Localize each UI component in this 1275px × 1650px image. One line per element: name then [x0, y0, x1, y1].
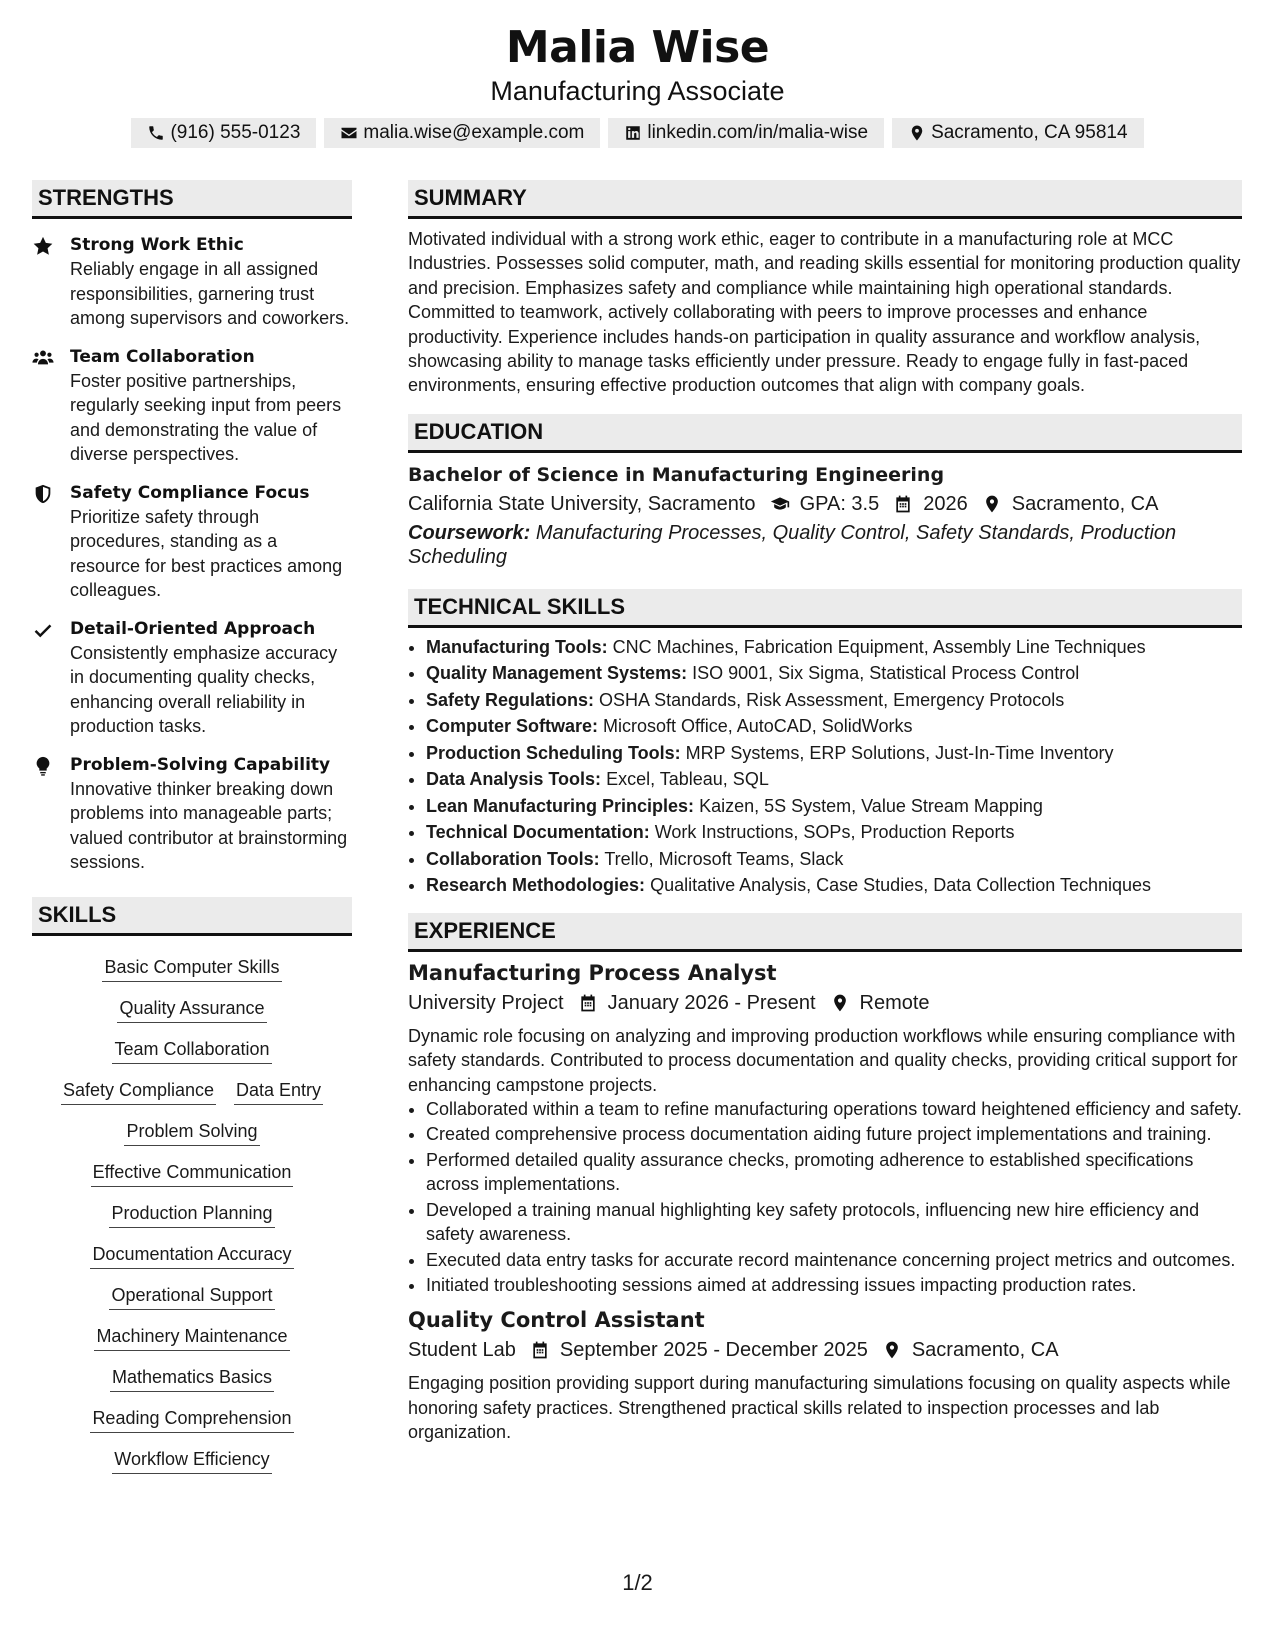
job-description: Engaging position providing support during manufacturing simulations focusing on quality aspects while honoring safety practices. Strengthened practical skills related to inspection processes and lab organization.: [408, 1373, 1231, 1443]
tech-skill-label: Computer Software:: [426, 716, 599, 737]
tech-skill-label: Production Scheduling Tools:: [426, 742, 681, 763]
list-item: [426, 766, 1242, 793]
summary-text: Motivated individual with a strong work ethic, eager to contribute in a manufacturing role at MCC Industries. Possesses solid computer, math, and reading skills essential for monitoring production quality and precision. Emphasizes safety and compliance while maintaining high operational standards. Committed to teamwork, actively collaborating with peers to improve processes and enhance productivity. Experience includes hands-on participation in quality assurance and workflow analysis, showcasing ability to manage tasks efficiently under pressure. Ready to engage fully in fast-paced environments, ensuring effective production outcomes that align with company goals.: [408, 229, 1241, 396]
contact-email-text: malia.wise@example.com: [363, 122, 585, 143]
degree-title: Bachelor of Science in Manufacturing Engineering: [408, 463, 945, 486]
contact-phone[interactable]: [131, 118, 316, 148]
calendar-icon: [578, 993, 598, 1013]
list-item: • Initiated troubleshooting sessions aimed at addressing issues impacting production rates.: [426, 1273, 1242, 1297]
strengths-heading: STRENGTHS: [32, 180, 352, 219]
strength-item: [32, 345, 352, 467]
contact-location-text: Sacramento, CA 95814: [931, 122, 1128, 143]
gpa: GPA: 3.5: [799, 492, 880, 515]
candidate-title: Manufacturing Associate: [490, 76, 785, 106]
strength-title: Detail-Oriented Approach: [70, 618, 316, 639]
strength-title: Strong Work Ethic: [70, 235, 244, 255]
skill-tag: Safety Compliance: [61, 1071, 216, 1105]
skills-heading: SKILLS: [32, 897, 352, 936]
skill-tag: Effective Communication: [91, 1153, 294, 1187]
list-item: • Performed detailed quality assurance checks, promoting adherence to established specifications across implementations.: [426, 1148, 1242, 1197]
tech-skill-value: Kaizen, 5S System, Value Stream Mapping: [699, 795, 1043, 816]
coursework-label: Coursework:: [408, 521, 531, 544]
strength-item: [32, 481, 352, 603]
candidate-name: Malia Wise: [505, 22, 770, 73]
job-bullets: [408, 1097, 1242, 1297]
tech-skill-value: OSHA Standards, Risk Assessment, Emergency Protocols: [599, 689, 1065, 710]
skill-tag: Mathematics Basics: [110, 1358, 274, 1392]
education-heading: EDUCATION: [408, 414, 1242, 453]
skill-tag: Problem Solving: [124, 1112, 259, 1146]
tech-skill-value: ISO 9001, Six Sigma, Statistical Process Control: [692, 663, 1080, 684]
contact-location: [892, 118, 1143, 148]
strength-description: Prioritize safety through procedures, standing as a resource for best practices among colleagues.: [70, 506, 343, 600]
skill-tag: Production Planning: [109, 1194, 274, 1228]
tech-skill-value: Excel, Tableau, SQL: [606, 769, 769, 790]
tech-skill-value: Work Instructions, SOPs, Production Reports: [654, 822, 1015, 843]
right-column: [408, 180, 1242, 1445]
list-item: [426, 660, 1242, 687]
tech-skill-value: Microsoft Office, AutoCAD, SolidWorks: [603, 716, 913, 737]
skills-list: [32, 948, 352, 1481]
tech-skill-value: MRP Systems, ERP Solutions, Just-In-Time Inventory: [685, 742, 1114, 763]
job-title: Quality Control Assistant: [408, 1308, 705, 1333]
job-description: Dynamic role focusing on analyzing and improving production workflows while ensuring compliance with safety standards. Contributed to process documentation and quality checks, providing critical support for enhancing campstone projects.: [408, 1025, 1238, 1095]
location-pin-icon: [830, 993, 850, 1013]
job-organization: University Project: [408, 991, 564, 1014]
contact-linkedin[interactable]: [608, 118, 884, 148]
job-meta: [408, 988, 1242, 1018]
list-item: [426, 819, 1242, 846]
list-item: [426, 634, 1242, 661]
strength-title: Team Collaboration: [70, 346, 255, 367]
education-meta: [408, 489, 1242, 519]
school-location: Sacramento, CA: [1011, 492, 1159, 515]
graduation-cap-icon: [770, 494, 790, 514]
contact-phone-text: (916) 555-0123: [170, 122, 301, 143]
job-meta: [408, 1335, 1242, 1365]
skill-tag: Workflow Efficiency: [112, 1440, 271, 1474]
tech-skill-label: Quality Management Systems:: [426, 663, 688, 684]
job-organization: Student Lab: [408, 1339, 516, 1362]
strength-description: Innovative thinker breaking down problems into manageable parts; valued contributor at brainstorming sessions.: [70, 778, 348, 872]
star-icon: [32, 235, 54, 257]
coursework-list: Manufacturing Processes, Quality Control, Safety Standards, Production Scheduling: [408, 521, 1177, 568]
location-pin-icon: [882, 1340, 902, 1360]
graduation-year: 2026: [923, 492, 968, 515]
strength-description: Foster positive partnerships, regularly seeking input from peers and demonstrating the value of diverse perspectives.: [70, 370, 342, 464]
skill-tag: Documentation Accuracy: [90, 1235, 293, 1269]
tech-skill-value: CNC Machines, Fabrication Equipment, Assembly Line Techniques: [612, 636, 1146, 657]
contact-bar: [0, 118, 1275, 148]
users-icon: [32, 347, 54, 369]
tech-skill-label: Research Methodologies:: [426, 875, 646, 896]
summary-heading: SUMMARY: [408, 180, 1242, 219]
tech-skill-label: Safety Regulations:: [426, 689, 595, 710]
skill-tag: Operational Support: [109, 1276, 274, 1310]
tech-skill-label: Data Analysis Tools:: [426, 769, 602, 790]
list-item: • Created comprehensive process documentation aiding future project implementations and training.: [426, 1122, 1242, 1146]
phone-icon: [147, 124, 165, 142]
list-item: • Developed a training manual highlighting key safety protocols, influencing new hire efficiency and safety awareness.: [426, 1198, 1242, 1247]
school-name: California State University, Sacramento: [408, 492, 756, 515]
envelope-icon: [340, 124, 358, 142]
strength-item: [32, 233, 352, 331]
job-location: Sacramento, CA: [911, 1339, 1059, 1362]
location-pin-icon: [908, 124, 926, 142]
skill-tag: Reading Comprehension: [90, 1399, 293, 1433]
page-number: 1/2: [622, 1570, 653, 1595]
tech-skill-label: Collaboration Tools:: [426, 848, 600, 869]
strength-item: [32, 617, 352, 739]
resume-header: [0, 0, 1275, 148]
tech-skill-value: Qualitative Analysis, Case Studies, Data Collection Techniques: [650, 875, 1152, 896]
skill-tag: Team Collaboration: [112, 1030, 271, 1064]
job-entry: [408, 958, 1242, 1297]
list-item: [426, 687, 1242, 714]
job-title: Manufacturing Process Analyst: [408, 960, 777, 985]
tech-skill-value: Trello, Microsoft Teams, Slack: [604, 848, 844, 869]
checkmark-icon: [32, 619, 54, 641]
technical-skills-list: [408, 634, 1242, 899]
linkedin-icon: [624, 124, 642, 142]
tech-skill-label: Lean Manufacturing Principles:: [426, 795, 695, 816]
tech-skill-label: Technical Documentation:: [426, 822, 650, 843]
calendar-icon: [893, 494, 913, 514]
strength-title: Safety Compliance Focus: [70, 482, 310, 503]
contact-email[interactable]: [324, 118, 600, 148]
contact-linkedin-text: linkedin.com/in/malia-wise: [647, 122, 869, 143]
job-dates: September 2025 - December 2025: [559, 1339, 868, 1362]
tech-skill-label: Manufacturing Tools:: [426, 636, 608, 657]
technical-skills-heading: TECHNICAL SKILLS: [408, 589, 1242, 628]
list-item: • Executed data entry tasks for accurate record maintenance concerning project metrics and outcomes.: [426, 1248, 1242, 1272]
list-item: [426, 872, 1242, 899]
location-pin-icon: [982, 494, 1002, 514]
skill-tag: Quality Assurance: [117, 989, 266, 1023]
lightbulb-icon: [32, 755, 54, 777]
list-item: [426, 846, 1242, 873]
strength-title: Problem-Solving Capability: [70, 754, 331, 775]
left-column: [32, 180, 352, 1481]
skill-tag: Basic Computer Skills: [102, 948, 281, 982]
list-item: [426, 793, 1242, 820]
coursework: [408, 521, 1242, 569]
shield-icon: [32, 483, 54, 505]
strength-item: [32, 753, 352, 875]
strength-description: Consistently emphasize accuracy in documenting quality checks, enhancing overall reliability in production tasks.: [70, 642, 338, 736]
list-item: [426, 713, 1242, 740]
list-item: [426, 740, 1242, 767]
job-entry: [408, 1305, 1242, 1444]
strength-description: Reliably engage in all assigned responsibilities, garnering trust among supervisors and coworkers.: [70, 259, 350, 328]
job-dates: January 2026 - Present: [607, 991, 816, 1014]
experience-heading: EXPERIENCE: [408, 913, 1242, 952]
job-location: Remote: [859, 991, 930, 1014]
calendar-icon: [530, 1340, 550, 1360]
list-item: • Collaborated within a team to refine manufacturing operations toward heightened efficiency and safety.: [426, 1097, 1242, 1121]
skill-tag: Data Entry: [234, 1071, 323, 1105]
skill-tag: Machinery Maintenance: [94, 1317, 289, 1351]
